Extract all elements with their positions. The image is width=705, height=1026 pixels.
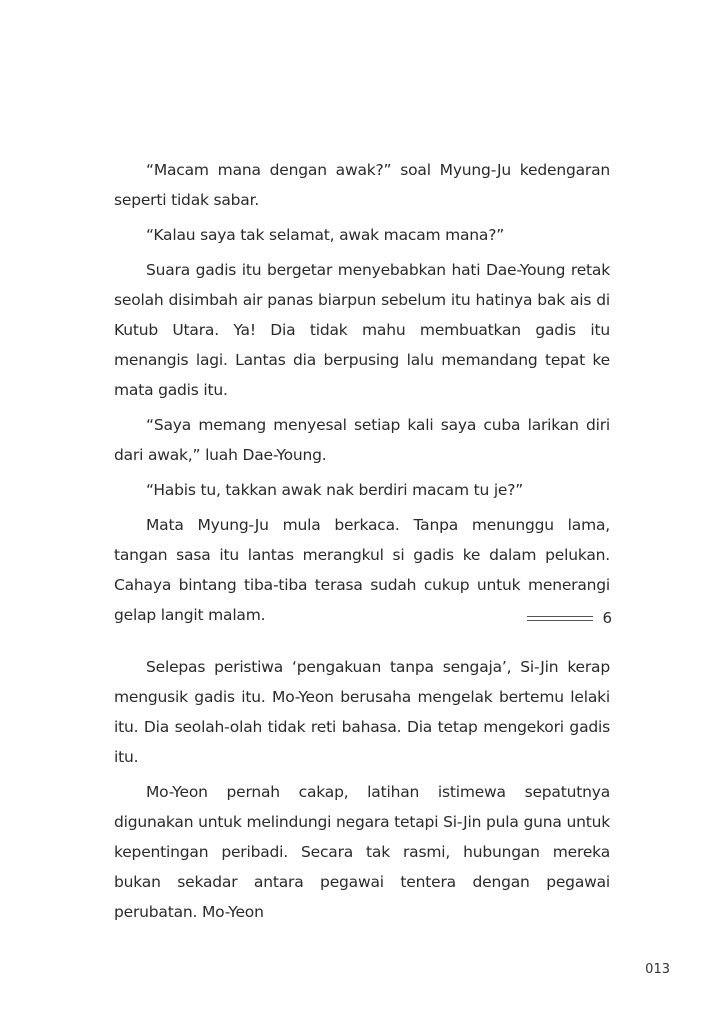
paragraph: Suara gadis itu bergetar menyebabkan hati Dae-Young retak seolah disimbah air panas biarpun sebelum itu hatinya bak ais di Kutub Utara. Ya! Dia tidak mahu membuatkan gadis itu menangis lagi. Lantas dia berpusing lalu memandang tepat ke mata gadis itu. (114, 261, 610, 399)
section-number: 6 (602, 609, 612, 627)
paragraph: Mo-Yeon pernah cakap, latihan istimewa sepatutnya digunakan untuk melindungi negara tetapi Si-Jin pula guna untuk kepentingan peribadi. Secara tak rasmi, hubungan mereka bukan sekadar antara pegawai tentera dengan pegawai perubatan. Mo-Yeon (114, 783, 610, 921)
paragraph: “Habis tu, takkan awak nak berdiri macam tu je?” (146, 481, 524, 499)
paragraph: Selepas peristiwa ‘pengakuan tanpa sengaja’, Si-Jin kerap mengusik gadis itu. Mo-Yeon berusaha mengelak bertemu lelaki itu. Dia seolah-olah tidak reti bahasa. Dia tetap mengekori gadis itu. (114, 658, 610, 766)
double-rule-divider (527, 616, 593, 621)
page-number: 013 (645, 962, 670, 977)
paragraph: “Saya memang menyesal setiap kali saya cuba larikan diri dari awak,” luah Dae-Young. (114, 416, 610, 464)
paragraph: “Kalau saya tak selamat, awak macam mana?” (146, 226, 505, 244)
paragraph: Mata Myung-Ju mula berkaca. Tanpa menunggu lama, tangan sasa itu lantas merangkul si gadis ke dalam pelukan. Cahaya bintang tiba-tiba terasa sudah cukup untuk menerangi gelap langit malam. (114, 516, 610, 624)
text-block-after-break (114, 652, 610, 932)
paragraph: “Macam mana dengan awak?” soal Myung-Ju kedengaran seperti tidak sabar. (114, 161, 610, 209)
text-block-before-break (114, 155, 610, 635)
section-break (520, 606, 612, 630)
